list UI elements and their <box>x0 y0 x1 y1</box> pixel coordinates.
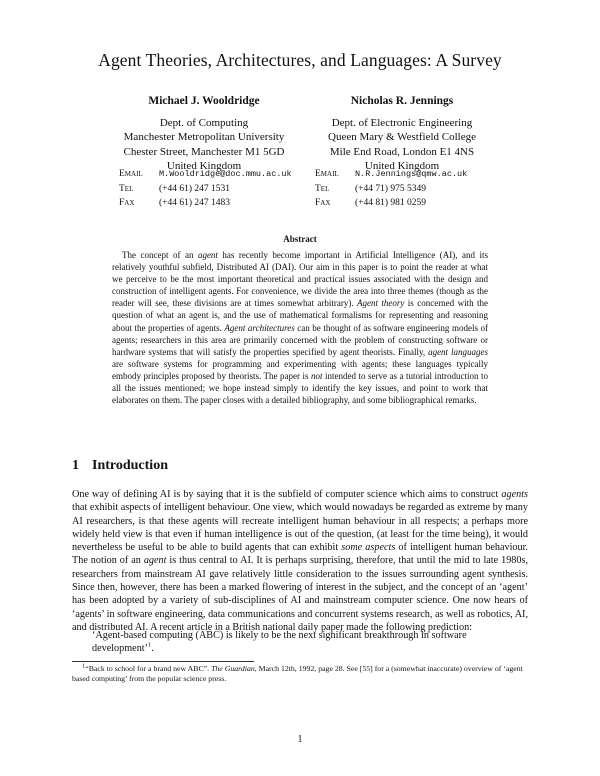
fax-number: (+44 81) 981 0259 <box>355 198 427 208</box>
contact-label: Fax <box>315 198 331 208</box>
text-run: has recently become important in Artificial Intelligence (AI), and its relatively youthful subfield, Distributed AI (DAI). Our aim in this paper is to point the reader at what we perceive to be the most important theoretical and practical issues associated with the design and construction of intelligent agents. For convenience, we divide the area into three themes (though as the reader will see, these divisions are at times somewhat arbitrary). <box>112 250 488 309</box>
text-run: can be thought of as software engineering models of agents; researchers in this area are primarily concerned with the problem of constructing software or hardware systems that will satisfy the properties specified by agent theorists. Finally, <box>112 322 489 357</box>
intro-paragraph <box>72 488 528 634</box>
phone-number: (+44 71) 975 5349 <box>355 183 427 194</box>
text-run: The concept of an <box>122 250 198 260</box>
text-run: of intelligent human behaviour. The notion of an <box>72 542 528 567</box>
phone-number: (+44 61) 247 1531 <box>159 183 231 194</box>
text-run: “Back to school for a brand new ABC”. <box>85 664 212 673</box>
section-heading <box>72 458 168 474</box>
contact-row-tel <box>119 182 292 197</box>
contact-label: Tel <box>315 183 330 194</box>
emphasis: agent <box>143 555 167 567</box>
contact-row-fax <box>315 196 467 211</box>
affiliation-line: Dept. of Electronic Engineering <box>331 116 473 129</box>
footnote-rule <box>72 661 254 662</box>
contact-label: Email <box>119 169 143 179</box>
section-title: Introduction <box>92 458 168 473</box>
contact-label: Email <box>315 169 339 179</box>
quote-text: ‘Agent-based computing (ABC) is likely to be the next significant breakthrough in software development’ <box>92 630 467 655</box>
text-run: One way of defining AI is by saying that it is the subfield of computer science which aims to construct <box>72 489 502 500</box>
emphasis: Agent theory <box>356 298 405 309</box>
text-run: are software systems for programming and experimenting with agents; these languages typically embody principles proposed by theorists. The paper is <box>112 358 488 381</box>
affiliation-line: United Kingdom <box>364 160 440 172</box>
abstract-heading: Abstract <box>283 234 317 244</box>
paper-title: Agent Theories, Architectures, and Languages: A Survey <box>98 50 502 70</box>
affiliation-line: United Kingdom <box>166 160 242 172</box>
abstract-text <box>112 249 488 406</box>
affiliation-line: Chester Street, Manchester M1 5GD <box>123 145 285 158</box>
contact-row-fax <box>119 196 292 211</box>
text-run: , March 12th, 1992, page 28. See [55] for a (somewhat inaccurate) overview of ‘agent based computing’ from the popular science press. <box>72 664 523 683</box>
affiliation-line: Manchester Metropolitan University <box>123 131 285 143</box>
emphasis: The Guardian <box>211 664 255 673</box>
contact-row-email <box>119 167 292 182</box>
text-run: intended to serve as a tutorial introduction to all the issues mentioned; we hope instead simply to identify the key issues, and point to work that elaborates on them. The paper closes with a detailed bibliography, and some bibliographical remarks. <box>112 370 488 406</box>
text-run: is thus central to AI. It is perhaps surprising, therefore, that until the mid to late 1980s, researchers from mainstream AI gave relatively little consideration to the issues surrounding agent synthesis. Since then, however, there has been a marked flowering of interest in the subject, and the concept of an ‘agent’ has been adopted by a variety of sub-disciplines of AI and mainstream computer science. One now hears of ‘agents’ in software engineering, data communications and concurrent systems research, as well as robotics, AI, and distributed AI. A recent article in a British national daily paper made the following prediction: <box>72 555 529 633</box>
contact-block-2 <box>315 167 467 211</box>
contact-label: Tel <box>119 183 134 194</box>
contact-row-tel <box>315 182 467 197</box>
text-run: . <box>151 643 154 655</box>
footnote-marker: 1 <box>148 641 152 649</box>
page-number: 1 <box>297 734 303 745</box>
emphasis: Agent architectures <box>224 322 295 333</box>
text-run: that exhibit aspects of intelligent behaviour. One view, which would nowadays be regarded as extreme by many AI researchers, is that these agents will recreate intelligent human behaviour in all respects; a perhaps more widely held view is that even if human intelligence is out of the question, (at least for the time being), it would nevertheless be useful to be able to build agents that can exhibit <box>72 502 528 554</box>
fax-number: (+44 61) 247 1483 <box>159 198 231 208</box>
emphasis: some aspects <box>341 542 396 554</box>
contact-row-email <box>315 167 467 182</box>
author-block-2 <box>302 94 502 174</box>
footnote <box>72 664 528 684</box>
emphasis: agent <box>197 250 218 260</box>
contact-label: Fax <box>119 198 135 208</box>
section-number: 1 <box>72 458 79 473</box>
emphasis: not <box>311 370 323 381</box>
author-name: Michael J. Wooldridge <box>148 95 260 107</box>
email-address: M.Wooldridge@doc.mmu.ac.uk <box>159 169 292 179</box>
affiliation-line: Mile End Road, London E1 4NS <box>329 145 475 158</box>
affiliation-line: Dept. of Computing <box>159 116 249 129</box>
author-name: Nicholas R. Jennings <box>350 95 454 107</box>
block-quote <box>92 629 512 656</box>
author-block-1 <box>104 94 304 174</box>
emphasis: agent languages <box>428 346 488 357</box>
email-address: N.R.Jennings@qmw.ac.uk <box>355 169 468 179</box>
emphasis: agents <box>501 489 528 500</box>
affiliation-line: Queen Mary & Westfield College <box>328 131 476 143</box>
text-run: is concerned with the question of what an agent is, and the use of mathematical formalisms for representing and reasoning about the properties of agents. <box>112 298 488 333</box>
footnote-marker: 1 <box>82 662 86 670</box>
contact-block-1 <box>119 167 292 211</box>
